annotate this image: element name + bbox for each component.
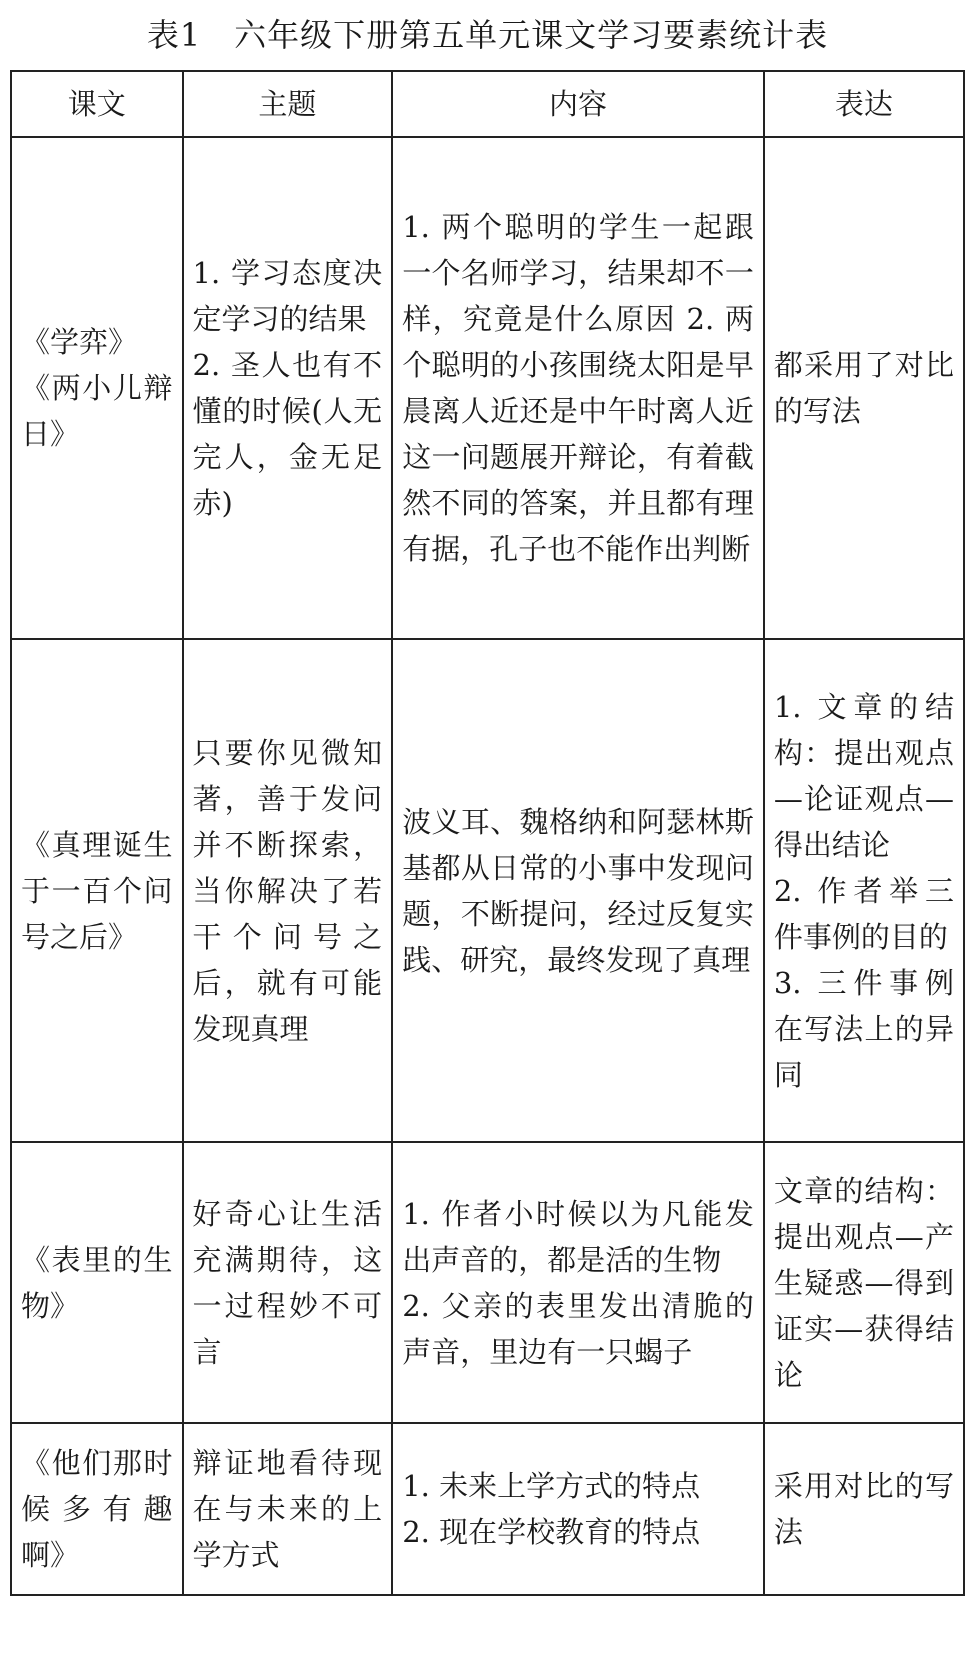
cell-expression: 1. 文章的结构：提出观点—论证观点—得出结论 2. 作者举三件事例的目的 3. 三件事例在写法上的异同 xyxy=(764,639,964,1142)
cell-expression: 采用对比的写法 xyxy=(764,1423,964,1595)
header-cell-expression: 表达 xyxy=(764,71,964,137)
table-caption: 表1 六年级下册第五单元课文学习要素统计表 xyxy=(146,16,829,54)
elements-table xyxy=(10,70,965,1596)
cell-theme: 好奇心让生活充满期待，这一过程妙不可言 xyxy=(183,1142,393,1423)
cell-theme: 只要你见微知著，善于发问并不断探索，当你解决了若干个问号之后，就有可能发现真理 xyxy=(183,639,393,1142)
cell-theme: 辩证地看待现在与未来的上学方式 xyxy=(183,1423,393,1595)
table-row xyxy=(11,639,964,1142)
cell-title: 《真理诞生于一百个问号之后》 xyxy=(11,639,183,1142)
cell-title: 《他们那时候多有趣啊》 xyxy=(11,1423,183,1595)
table-row xyxy=(11,1423,964,1595)
cell-title: 《学弈》 《两小儿辩日》 xyxy=(11,137,183,639)
cell-expression: 都采用了对比的写法 xyxy=(764,137,964,639)
header-cell-title: 课文 xyxy=(11,71,183,137)
header-cell-theme: 主题 xyxy=(183,71,393,137)
table-row xyxy=(11,1142,964,1423)
cell-content: 1. 作者小时候以为凡能发出声音的，都是活的生物 2. 父亲的表里发出清脆的声音，里边有一只蝎子 xyxy=(392,1142,764,1423)
cell-theme: 1. 学习态度决定学习的结果 2. 圣人也有不懂的时候(人无完人，金无足赤) xyxy=(183,137,393,639)
cell-expression: 文章的结构：提出观点—产生疑惑—得到证实—获得结论 xyxy=(764,1142,964,1423)
cell-content: 波义耳、魏格纳和阿瑟林斯基都从日常的小事中发现问题，不断提问，经过反复实践、研究，最终发现了真理 xyxy=(392,639,764,1142)
table-header-row xyxy=(11,71,964,137)
cell-content: 1. 未来上学方式的特点 2. 现在学校教育的特点 xyxy=(392,1423,764,1595)
cell-content: 1. 两个聪明的学生一起跟一个名师学习，结果却不一样，究竟是什么原因 2. 两个聪明的小孩围绕太阳是早晨离人近还是中午时离人近这一问题展开辩论，有着截然不同的答案，并且都有理有据，孔子也不能作出判断 xyxy=(392,137,764,639)
header-cell-content: 内容 xyxy=(392,71,764,137)
cell-title: 《表里的生物》 xyxy=(11,1142,183,1423)
table-row xyxy=(11,137,964,639)
